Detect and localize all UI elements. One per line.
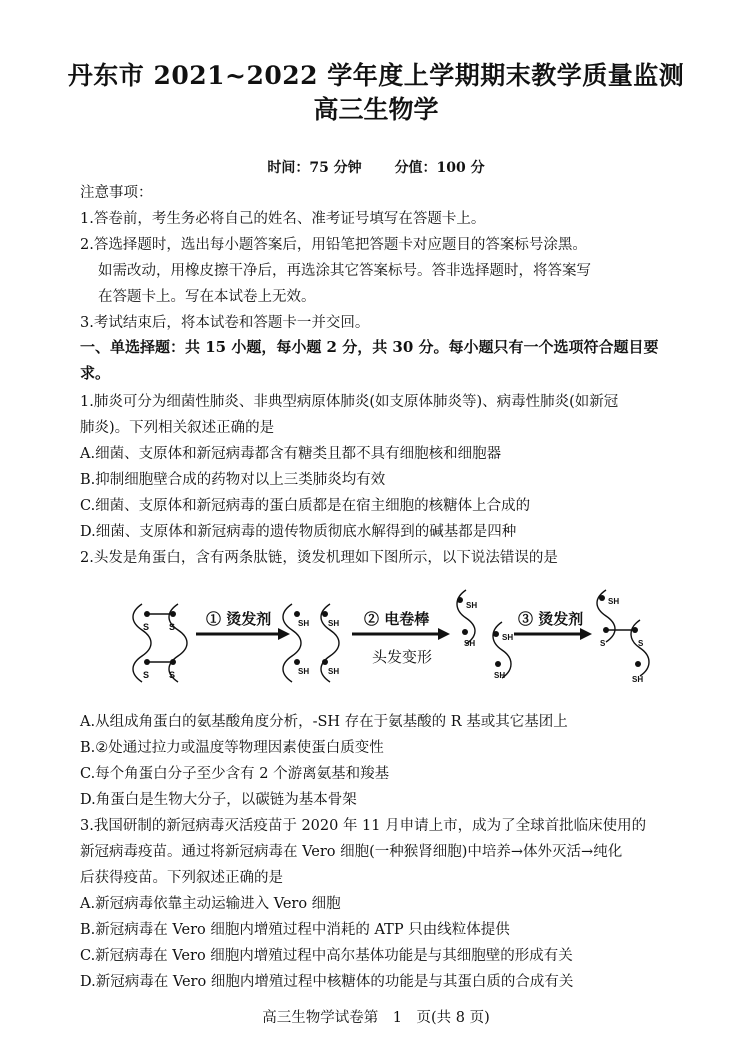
stage-3-dots (457, 597, 501, 667)
label-sh: SH (494, 671, 506, 680)
question-1-option-a: A.细菌、支原体和新冠病毒都含有糖类且都不具有细胞核和细胞器 (80, 446, 502, 462)
step-3-label: ③ 烫发剂 (518, 610, 584, 628)
question-3-stem-cont: 新冠病毒疫苗。通过将新冠病毒在 Vero 细胞(一种猴肾细胞)中培养→体外灭活→纯化 (80, 844, 623, 860)
question-2-stem: 2.头发是角蛋白，含有两条肽链，烫发机理如下图所示，以下说法错误的是 (80, 550, 558, 566)
label-sh: SH (328, 667, 340, 676)
question-3-option-b: B.新冠病毒在 Vero 细胞内增殖过程中消耗的 ATP 只由线粒体提供 (80, 922, 510, 938)
notice-item: 3.考试结束后，将本试卷和答题卡一并交回。 (80, 315, 370, 331)
stage-4-keratin (597, 590, 649, 676)
arrow-2 (352, 628, 450, 640)
label-sh: SH (502, 633, 514, 642)
label-s: S (143, 670, 150, 680)
perm-mechanism-diagram (120, 582, 660, 692)
exam-meta (0, 157, 752, 177)
notice-heading: 注意事项： (80, 185, 153, 201)
exam-score: 分值：100 分 (394, 160, 485, 176)
step-2-sublabel: 头发变形 (372, 648, 433, 666)
question-3-option-c: C.新冠病毒在 Vero 细胞内增殖过程中高尔基体功能是与其细胞壁的形成有关 (80, 948, 573, 964)
label-sh: SH (464, 639, 476, 648)
step-1-label: ① 烫发剂 (206, 610, 272, 628)
exam-title: 丹东市 2021~2022 学年度上学期期末教学质量监测 (67, 61, 685, 90)
stage-1-keratin (133, 604, 187, 682)
stage-1-dots (144, 611, 176, 665)
label-sh: SH (632, 675, 644, 684)
label-s: S (169, 670, 176, 680)
notice-item: 如需改动，用橡皮擦干净后，再选涂其它答案标号。答非选择题时，将答案写 (98, 263, 591, 279)
label-s: S (600, 639, 606, 648)
label-s: S (169, 622, 176, 632)
question-2-option-b: B.②处通过拉力或温度等物理因素使蛋白质变性 (80, 740, 384, 756)
question-3-option-a: A.新冠病毒依靠主动运输进入 Vero 细胞 (80, 896, 341, 912)
label-sh: SH (328, 619, 340, 628)
exam-subject: 高三生物学 (313, 95, 439, 124)
question-3-stem: 3.我国研制的新冠病毒灭活疫苗于 2020 年 11 月申请上市，成为了全球首批临床使用的 (80, 818, 647, 834)
question-2-option-d: D.角蛋白是生物大分子，以碳链为基本骨架 (80, 792, 357, 808)
question-2-option-a: A.从组成角蛋白的氨基酸角度分析，-SH 存在于氨基酸的 R 基或其它基团上 (80, 714, 568, 730)
label-sh: SH (298, 619, 310, 628)
label-sh: SH (608, 597, 620, 606)
label-sh: SH (298, 667, 310, 676)
exam-time: 时间：75 分钟 (267, 160, 362, 176)
notice-item: 1.答卷前，考生务必将自己的姓名、准考证号填写在答题卡上。 (80, 211, 486, 227)
question-1-stem: 1.肺炎可分为细菌性肺炎、非典型病原体肺炎(如支原体肺炎等)、病毒性肺炎(如新冠 (80, 394, 619, 410)
question-3-stem-cont: 后获得疫苗。下列叙述正确的是 (80, 870, 283, 886)
label-s: S (143, 622, 150, 632)
question-3-option-d: D.新冠病毒在 Vero 细胞内增殖过程中核糖体的功能是与其蛋白质的合成有关 (80, 974, 574, 990)
arrow-3 (514, 628, 592, 640)
section-heading-cont: 求。 (80, 364, 111, 382)
question-1-option-b: B.抑制细胞壁合成的药物对以上三类肺炎均有效 (80, 472, 386, 488)
question-1-stem-cont: 肺炎)。下列相关叙述正确的是 (80, 420, 275, 436)
label-s: S (638, 639, 644, 648)
question-1-option-c: C.细菌、支原体和新冠病毒的蛋白质都是在宿主细胞的核糖体上合成的 (80, 498, 531, 514)
stage-4-dots (599, 595, 641, 667)
notice-item: 在答题卡上。写在本试卷上无效。 (98, 289, 316, 305)
question-2-option-c: C.每个角蛋白分子至少含有 2 个游离氨基和羧基 (80, 766, 390, 782)
notice-item: 2.答选择题时，选出每小题答案后，用铅笔把答题卡对应题目的答案标号涂黑。 (80, 237, 587, 253)
section-heading: 一、单选择题：共 15 小题，每小题 2 分，共 30 分。每小题只有一个选项符合题目要 (80, 338, 659, 356)
page-footer: 高三生物学试卷第 1 页(共 8 页) (262, 1010, 490, 1026)
step-2-label: ② 电卷棒 (364, 610, 430, 628)
question-1-option-d: D.细菌、支原体和新冠病毒的遗传物质彻底水解得到的碱基都是四种 (80, 524, 517, 540)
arrow-1 (196, 628, 290, 640)
label-sh: SH (466, 601, 478, 610)
